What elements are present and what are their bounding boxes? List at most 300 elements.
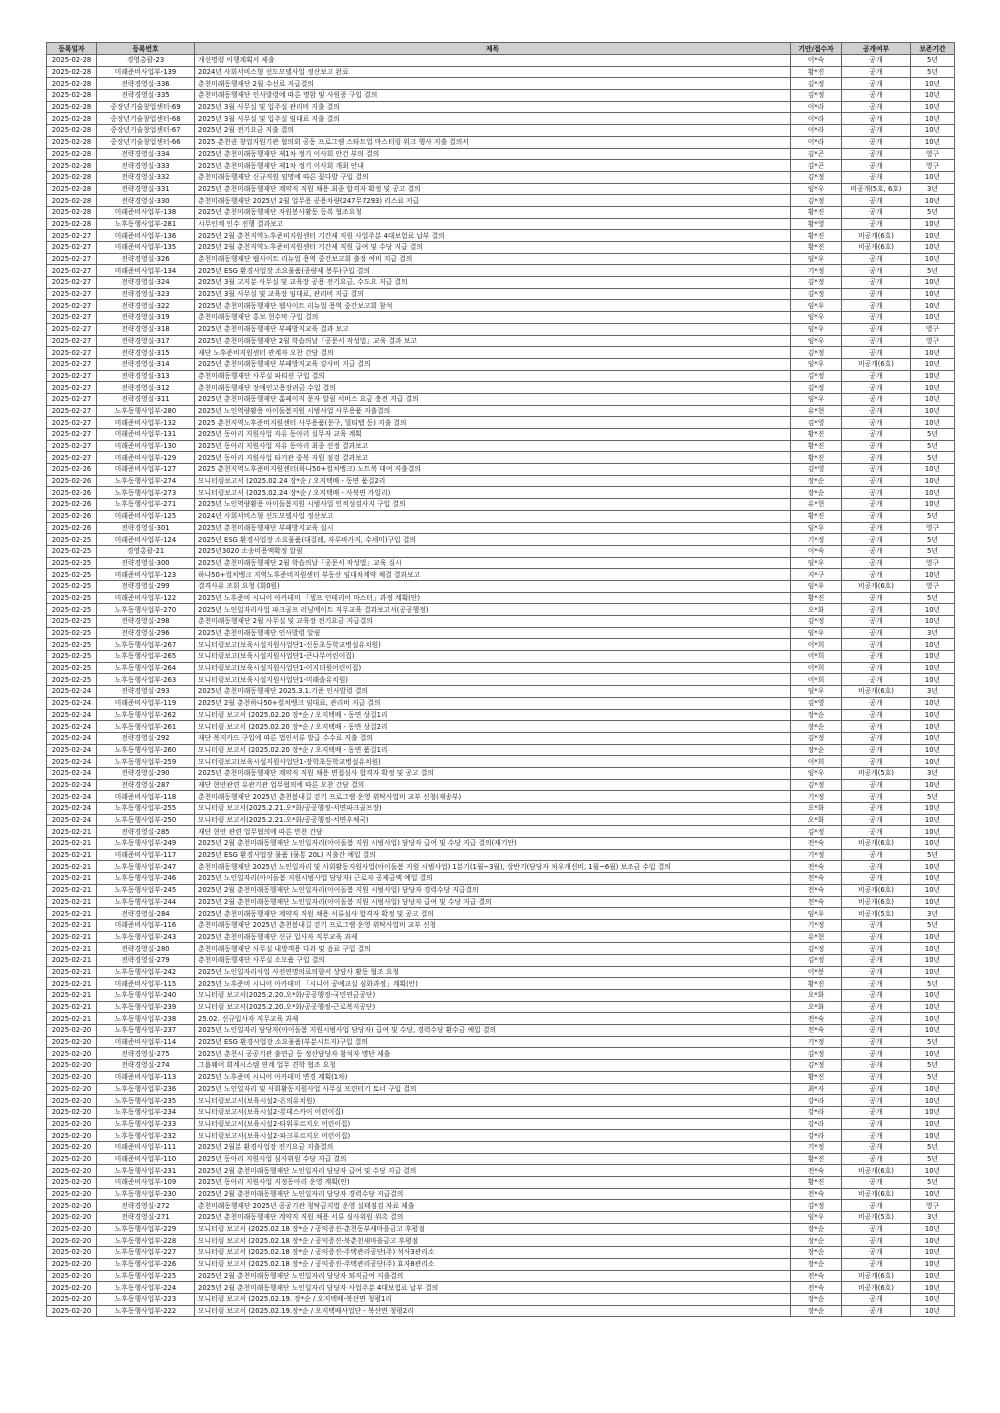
cell-drafter: 황*진 xyxy=(791,66,842,78)
cell-reg-number: 노후동행사업부-280 xyxy=(97,405,195,417)
cell-disclosure: 공개 xyxy=(842,1200,911,1212)
cell-reg-number: 미래준비사업부-131 xyxy=(97,429,195,441)
cell-reg-date: 2025-02-28 xyxy=(47,101,97,113)
cell-disclosure: 비공개(6호) xyxy=(842,1282,911,1294)
cell-drafter: 전*숙 xyxy=(791,873,842,885)
cell-title: 모니터링보고(보육시설지원사업단1-장학초등학교병설유치원) xyxy=(195,756,791,768)
cell-title: 2025년 3월 고지분 사무실 및 교육장 공용 전기요금, 수도요 지급 결의 xyxy=(195,277,791,289)
cell-disclosure: 공개 xyxy=(842,370,911,382)
cell-reg-number: 노후동행사업부-264 xyxy=(97,662,195,674)
cell-disclosure: 공개 xyxy=(842,1071,911,1083)
cell-drafter: 임*우 xyxy=(791,312,842,324)
cell-retention: 10년 xyxy=(911,569,955,581)
cell-retention: 10년 xyxy=(911,721,955,733)
cell-drafter: 오*화 xyxy=(791,990,842,1002)
cell-retention: 10년 xyxy=(911,136,955,148)
cell-title: 모니터링 보고서(2025.2.21.오*화/공공행정-서면파크골프장) xyxy=(195,803,791,815)
cell-reg-number: 전략경영실-315 xyxy=(97,347,195,359)
cell-title: 모니터링보고서 (2025.02.24 장*순 / 오지택배 - 사북면 가일리) xyxy=(195,487,791,499)
cell-retention: 5년 xyxy=(911,1036,955,1048)
cell-retention: 영구 xyxy=(911,323,955,335)
cell-disclosure: 공개 xyxy=(842,288,911,300)
cell-drafter: 오*화 xyxy=(791,604,842,616)
cell-retention: 10년 xyxy=(911,277,955,289)
cell-reg-date: 2025-02-27 xyxy=(47,347,97,359)
cell-reg-date: 2025-02-26 xyxy=(47,475,97,487)
cell-disclosure: 공개 xyxy=(842,464,911,476)
table-row xyxy=(47,1060,955,1072)
table-row xyxy=(47,1293,955,1305)
cell-reg-date: 2025-02-26 xyxy=(47,487,97,499)
table-row xyxy=(47,206,955,218)
cell-drafter: 장*순 xyxy=(791,475,842,487)
table-row xyxy=(47,1235,955,1247)
cell-reg-number: 전략경영실-314 xyxy=(97,358,195,370)
cell-reg-number: 경영총괄-23 xyxy=(97,55,195,67)
cell-drafter: 김*곤 xyxy=(791,160,842,172)
cell-retention: 5년 xyxy=(911,440,955,452)
cell-disclosure: 비공개(6호) xyxy=(842,242,911,254)
cell-drafter: 김*영 xyxy=(791,464,842,476)
cell-drafter: 김*정 xyxy=(791,78,842,90)
cell-drafter: 임*우 xyxy=(791,627,842,639)
cell-disclosure: 공개 xyxy=(842,312,911,324)
cell-disclosure: 공개 xyxy=(842,861,911,873)
cell-disclosure: 공개 xyxy=(842,382,911,394)
cell-drafter: 임*우 xyxy=(791,300,842,312)
cell-disclosure: 공개 xyxy=(842,265,911,277)
table-row xyxy=(47,1177,955,1189)
cell-reg-number: 노후동행사업부-238 xyxy=(97,1013,195,1025)
cell-title: 2025년 동아리 지원사업 자유 동아리 최종 선정 결과보고 xyxy=(195,440,791,452)
cell-disclosure: 비공개(5호, 6호) xyxy=(842,183,911,195)
table-row xyxy=(47,662,955,674)
cell-title: 춘천미래동행재단 신규직원 임명에 따른 꽃다발 구입 결의 xyxy=(195,171,791,183)
cell-disclosure: 공개 xyxy=(842,545,911,557)
cell-reg-number: 전략경영실-298 xyxy=(97,616,195,628)
cell-disclosure: 공개 xyxy=(842,697,911,709)
table-row xyxy=(47,522,955,534)
cell-reg-date: 2025-02-20 xyxy=(47,1083,97,1095)
cell-reg-date: 2025-02-21 xyxy=(47,919,97,931)
cell-retention: 5년 xyxy=(911,919,955,931)
cell-reg-date: 2025-02-21 xyxy=(47,896,97,908)
cell-drafter: 전*숙 xyxy=(791,1013,842,1025)
cell-retention: 10년 xyxy=(911,931,955,943)
cell-disclosure: 공개 xyxy=(842,125,911,137)
cell-retention: 10년 xyxy=(911,393,955,405)
cell-drafter: 임*우 xyxy=(791,686,842,698)
cell-drafter: 황*진 xyxy=(791,440,842,452)
cell-reg-date: 2025-02-20 xyxy=(47,1305,97,1317)
cell-retention: 10년 xyxy=(911,1130,955,1142)
cell-drafter: 이*희 xyxy=(791,756,842,768)
cell-reg-number: 미래준비사업부-129 xyxy=(97,452,195,464)
table-row xyxy=(47,580,955,592)
cell-title: 2025년 동아리 지원사업 심사위원 수당 지급 결의 xyxy=(195,1153,791,1165)
cell-drafter: 이*라 xyxy=(791,101,842,113)
cell-drafter: 김*정 xyxy=(791,370,842,382)
cell-title: 2025년 노후준비 시니어 아카데미 변경 계획(1차) xyxy=(195,1071,791,1083)
cell-reg-date: 2025-02-24 xyxy=(47,803,97,815)
table-row xyxy=(47,125,955,137)
cell-reg-number: 노후동행사업부-234 xyxy=(97,1106,195,1118)
cell-drafter: 김*영 xyxy=(791,697,842,709)
cell-drafter: 김*정 xyxy=(791,1048,842,1060)
cell-retention: 10년 xyxy=(911,230,955,242)
cell-retention: 3년 xyxy=(911,627,955,639)
cell-title: 모니터링보고서 (2025.02.24 장*순 / 오지택배 - 동면 품걸2리 xyxy=(195,475,791,487)
cell-retention: 10년 xyxy=(911,312,955,324)
cell-reg-date: 2025-02-21 xyxy=(47,849,97,861)
cell-drafter: 이*희 xyxy=(791,674,842,686)
cell-drafter: 유*현 xyxy=(791,931,842,943)
cell-drafter: 전*숙 xyxy=(791,838,842,850)
cell-disclosure: 공개 xyxy=(842,1247,911,1259)
cell-disclosure: 공개 xyxy=(842,1293,911,1305)
cell-drafter: 최*자 xyxy=(791,1083,842,1095)
cell-title: 모니터링 보고서 (2025.02.18 장*순 / 공익증진-주택관리공단(주) 석사3관리소 xyxy=(195,1247,791,1259)
cell-retention: 10년 xyxy=(911,1247,955,1259)
cell-reg-date: 2025-02-28 xyxy=(47,78,97,90)
cell-drafter: 황*진 xyxy=(791,510,842,522)
cell-title: 2025년 노인일자리(아이돌봄 지원시범사업 담당자) 근로자 공제금액 예입 결의 xyxy=(195,873,791,885)
cell-title: 2025년 춘천미래동행재단 제1차 정기 이사회 개최 안내 xyxy=(195,160,791,172)
table-row xyxy=(47,791,955,803)
cell-retention: 10년 xyxy=(911,1048,955,1060)
cell-disclosure: 공개 xyxy=(842,1141,911,1153)
cell-reg-number: 미래준비사업부-138 xyxy=(97,206,195,218)
cell-reg-number: 전략경영실-330 xyxy=(97,195,195,207)
cell-disclosure: 공개 xyxy=(842,616,911,628)
cell-reg-date: 2025-02-21 xyxy=(47,990,97,1002)
cell-disclosure: 공개 xyxy=(842,475,911,487)
table-row xyxy=(47,1258,955,1270)
cell-retention: 3년 xyxy=(911,767,955,779)
cell-drafter: 강*라 xyxy=(791,1095,842,1107)
cell-drafter: 오*화 xyxy=(791,814,842,826)
cell-reg-date: 2025-02-21 xyxy=(47,826,97,838)
cell-disclosure: 공개 xyxy=(842,136,911,148)
cell-disclosure: 공개 xyxy=(842,814,911,826)
cell-title: 2025년 동아리 지원사업 자유 동아리 실무자 교육 계획 xyxy=(195,429,791,441)
cell-retention: 10년 xyxy=(911,288,955,300)
cell-disclosure: 공개 xyxy=(842,557,911,569)
cell-reg-date: 2025-02-27 xyxy=(47,265,97,277)
cell-drafter: 임*우 xyxy=(791,767,842,779)
cell-reg-number: 노후동행사업부-262 xyxy=(97,709,195,721)
cell-title: 춘천미래동행재단 사무실 파티션 구입 결의 xyxy=(195,370,791,382)
cell-drafter: 전*숙 xyxy=(791,1188,842,1200)
cell-reg-date: 2025-02-25 xyxy=(47,627,97,639)
table-row xyxy=(47,1305,955,1317)
cell-disclosure: 공개 xyxy=(842,417,911,429)
cell-title: 모니터링 보고서(2025.2.21.오*화/공공행정-서면우체국) xyxy=(195,814,791,826)
cell-reg-number: 노후동행사업부-225 xyxy=(97,1270,195,1282)
table-row xyxy=(47,990,955,1002)
cell-drafter: 황*진 xyxy=(791,978,842,990)
cell-drafter: 임*우 xyxy=(791,253,842,265)
table-row xyxy=(47,265,955,277)
cell-title: 2025년 2월 춘천미래동행재단 노인일자리(아이돌봄 지원 시범사업) 담당자 급여 및 수당 지급 결의 xyxy=(195,896,791,908)
cell-disclosure: 공개 xyxy=(842,55,911,67)
table-row xyxy=(47,242,955,254)
cell-reg-date: 2025-02-24 xyxy=(47,744,97,756)
cell-title: 2025년 2월 춘천미래동행재단 노인일자리 담당자 사업주분 4대보험료 납부 결의 xyxy=(195,1282,791,1294)
cell-retention: 10년 xyxy=(911,370,955,382)
cell-reg-date: 2025-02-21 xyxy=(47,943,97,955)
cell-disclosure: 공개 xyxy=(842,78,911,90)
cell-reg-number: 노후동행사업부-230 xyxy=(97,1188,195,1200)
table-row xyxy=(47,440,955,452)
cell-drafter: 장*순 xyxy=(791,1305,842,1317)
cell-drafter: 김*곤 xyxy=(791,148,842,160)
cell-drafter: 임*우 xyxy=(791,908,842,920)
cell-reg-number: 노후동행사업부-250 xyxy=(97,814,195,826)
cell-reg-number: 노후동행사업부-228 xyxy=(97,1235,195,1247)
table-row xyxy=(47,674,955,686)
cell-reg-date: 2025-02-25 xyxy=(47,545,97,557)
cell-disclosure: 비공개(6호) xyxy=(842,580,911,592)
cell-reg-number: 전략경영실-324 xyxy=(97,277,195,289)
cell-retention: 10년 xyxy=(911,78,955,90)
cell-reg-number: 미래준비사업부-109 xyxy=(97,1177,195,1189)
cell-reg-date: 2025-02-27 xyxy=(47,288,97,300)
cell-reg-number: 노후동행사업부-249 xyxy=(97,838,195,850)
cell-reg-date: 2025-02-24 xyxy=(47,709,97,721)
cell-title: 2025년 노인일자리사업 파크골프 러닝메이트 직무교육 결과보고서(공공행정) xyxy=(195,604,791,616)
cell-title: 춘천미래동행재단 2025년 2월 업무용 공용차량(247무7293) 리스료 지급 xyxy=(195,195,791,207)
cell-drafter: 기*정 xyxy=(791,1036,842,1048)
cell-reg-date: 2025-02-25 xyxy=(47,616,97,628)
cell-reg-number: 노후동행사업부-242 xyxy=(97,966,195,978)
cell-title: 2025년 2월 춘천미래동행재단 노인일자리(아이돌봄 지원 시범사업) 담당자 급여 및 수당 지급 결의(재기안) xyxy=(195,838,791,850)
cell-drafter: 황*진 xyxy=(791,592,842,604)
cell-retention: 10년 xyxy=(911,803,955,815)
cell-reg-number: 노후동행사업부-229 xyxy=(97,1223,195,1235)
cell-disclosure: 공개 xyxy=(842,1095,911,1107)
cell-reg-number: 전략경영실-292 xyxy=(97,732,195,744)
cell-disclosure: 공개 xyxy=(842,522,911,534)
cell-disclosure: 공개 xyxy=(842,499,911,511)
table-row xyxy=(47,405,955,417)
header-title: 제목 xyxy=(195,43,791,55)
cell-retention: 10년 xyxy=(911,604,955,616)
header-reg-date: 등록일자 xyxy=(47,43,97,55)
table-row xyxy=(47,557,955,569)
cell-title: 2025년 노인역량활용 아이돌봄지원 시범사업 인적성검사지 구입 결의 xyxy=(195,499,791,511)
cell-disclosure: 공개 xyxy=(842,639,911,651)
cell-disclosure: 공개 xyxy=(842,393,911,405)
cell-drafter: 김*정 xyxy=(791,195,842,207)
cell-title: 춘천미래동행재단 2025년 춘천봄내길 걷기 프로그램 운영 위탁사업비 교부 신청 xyxy=(195,919,791,931)
cell-drafter: 이*숙 xyxy=(791,55,842,67)
cell-disclosure: 공개 xyxy=(842,1025,911,1037)
cell-retention: 10년 xyxy=(911,417,955,429)
cell-title: 모니터링 보고서(2025.2.20.오*화/공공행정-국민연금공단) xyxy=(195,990,791,1002)
cell-title: 재단 복지카드 구입에 따른 법인서류 발급 수수료 지출 결의 xyxy=(195,732,791,744)
cell-title: 2025년 2월 춘천미래동행재단 노인일자리 담당자 퇴직금여 지출결의 xyxy=(195,1270,791,1282)
table-row xyxy=(47,756,955,768)
cell-disclosure: 공개 xyxy=(842,826,911,838)
cell-reg-number: 전략경영실-313 xyxy=(97,370,195,382)
cell-retention: 3년 xyxy=(911,686,955,698)
cell-drafter: 전*숙 xyxy=(791,1025,842,1037)
cell-disclosure: 공개 xyxy=(842,1083,911,1095)
cell-title: 재단 현안관련 유관기관 업무협의에 따른 오찬 간담 결의 xyxy=(195,779,791,791)
cell-drafter: 기*정 xyxy=(791,1141,842,1153)
cell-retention: 10년 xyxy=(911,697,955,709)
table-row xyxy=(47,1282,955,1294)
cell-disclosure: 공개 xyxy=(842,1013,911,1025)
cell-title: 춘천미래동행재단 인사발령에 따른 명함 및 사원증 구입 결의 xyxy=(195,90,791,102)
cell-reg-date: 2025-02-24 xyxy=(47,756,97,768)
table-row xyxy=(47,1165,955,1177)
cell-drafter: 장*순 xyxy=(791,709,842,721)
cell-retention: 영구 xyxy=(911,148,955,160)
cell-title: 2025년 2월 춘천지역노후준비지원센터 기간제 직원 급여 및 수당 지급 결의 xyxy=(195,242,791,254)
cell-title: 모니터링보고서(보육시설2-파크푸르지오 어린이집) xyxy=(195,1130,791,1142)
cell-reg-number: 중장년기술창업센터-67 xyxy=(97,125,195,137)
cell-retention: 영구 xyxy=(911,522,955,534)
cell-disclosure: 공개 xyxy=(842,919,911,931)
cell-reg-date: 2025-02-27 xyxy=(47,358,97,370)
cell-reg-date: 2025-02-27 xyxy=(47,277,97,289)
cell-reg-date: 2025-02-20 xyxy=(47,1141,97,1153)
cell-reg-date: 2025-02-25 xyxy=(47,569,97,581)
cell-retention: 10년 xyxy=(911,709,955,721)
cell-title: 모니터링 보고서 (2025.02.20 장*순 / 오지택배 - 동면 상걸2리 xyxy=(195,721,791,733)
cell-disclosure: 공개 xyxy=(842,66,911,78)
cell-reg-number: 전략경영실-285 xyxy=(97,826,195,838)
cell-disclosure: 공개 xyxy=(842,1036,911,1048)
cell-retention: 영구 xyxy=(911,335,955,347)
cell-retention: 10년 xyxy=(911,732,955,744)
table-row xyxy=(47,604,955,616)
table-row xyxy=(47,1247,955,1259)
cell-retention: 5년 xyxy=(911,849,955,861)
cell-drafter: 강*라 xyxy=(791,1106,842,1118)
cell-disclosure: 비공개(6호) xyxy=(842,1270,911,1282)
cell-reg-number: 노후동행사업부-246 xyxy=(97,873,195,885)
cell-reg-date: 2025-02-24 xyxy=(47,791,97,803)
cell-title: 하나50+컬처뱅크 지역노후준비지원센터 부동산 임대차계약 체결 결과보고 xyxy=(195,569,791,581)
header-drafter: 기안/접수자 xyxy=(791,43,842,55)
cell-retention: 5년 xyxy=(911,66,955,78)
cell-disclosure: 공개 xyxy=(842,756,911,768)
cell-reg-date: 2025-02-27 xyxy=(47,335,97,347)
cell-drafter: 황*진 xyxy=(791,230,842,242)
cell-reg-date: 2025-02-25 xyxy=(47,580,97,592)
cell-reg-date: 2025-02-24 xyxy=(47,721,97,733)
table-row xyxy=(47,709,955,721)
cell-reg-number: 전략경영실-326 xyxy=(97,253,195,265)
cell-title: 2025년 춘천미래동행재단 제1차 정기 이사회 안건 부의 결의 xyxy=(195,148,791,160)
cell-retention: 10년 xyxy=(911,1270,955,1282)
cell-reg-date: 2025-02-27 xyxy=(47,382,97,394)
cell-drafter: 기*정 xyxy=(791,791,842,803)
cell-title: 2025년 2월 춘천지역노후준비지원센터 기간제 직원 사업주분 4대보험료 납부 결의 xyxy=(195,230,791,242)
cell-disclosure: 공개 xyxy=(842,732,911,744)
cell-reg-date: 2025-02-27 xyxy=(47,253,97,265)
cell-reg-number: 노후동행사업부-281 xyxy=(97,218,195,230)
cell-disclosure: 비공개(6호) xyxy=(842,838,911,850)
cell-drafter: 임*우 xyxy=(791,522,842,534)
cell-disclosure: 공개 xyxy=(842,253,911,265)
cell-reg-date: 2025-02-20 xyxy=(47,1200,97,1212)
cell-drafter: 장*순 xyxy=(791,487,842,499)
cell-retention: 5년 xyxy=(911,206,955,218)
cell-retention: 10년 xyxy=(911,90,955,102)
cell-disclosure: 공개 xyxy=(842,1305,911,1317)
cell-drafter: 이*희 xyxy=(791,639,842,651)
cell-reg-date: 2025-02-21 xyxy=(47,838,97,850)
cell-disclosure: 공개 xyxy=(842,277,911,289)
table-row xyxy=(47,1025,955,1037)
cell-drafter: 유*현 xyxy=(791,499,842,511)
cell-reg-date: 2025-02-21 xyxy=(47,873,97,885)
cell-disclosure: 공개 xyxy=(842,335,911,347)
cell-title: 모니터링 보고서(2025.2.20.오*화/공공행정-근로복지공단) xyxy=(195,1001,791,1013)
cell-title: 모니터링 보고서 (2025.02.18 장*순 / 공익증진-주택관리공단(주) 효자8관리소 xyxy=(195,1258,791,1270)
cell-drafter: 임*우 xyxy=(791,580,842,592)
cell-reg-number: 전략경영실-336 xyxy=(97,78,195,90)
cell-drafter: 이*라 xyxy=(791,113,842,125)
cell-reg-number: 전략경영실-300 xyxy=(97,557,195,569)
cell-drafter: 김*정 xyxy=(791,277,842,289)
cell-retention: 5년 xyxy=(911,55,955,67)
cell-title: 모니터링보고(보육시설지원사업단1-신동초등학교병설유치원) xyxy=(195,639,791,651)
cell-reg-number: 미래준비사업부-118 xyxy=(97,791,195,803)
table-row xyxy=(47,171,955,183)
cell-drafter: 김*정 xyxy=(791,1200,842,1212)
cell-drafter: 임*우 xyxy=(791,557,842,569)
cell-retention: 5년 xyxy=(911,510,955,522)
cell-title: 2025년 ESG 환경사업장 소요물품(종량제 봉투)구입 결의 xyxy=(195,265,791,277)
cell-title: 춘천미래동행재단 2월 사무실 및 교육장 전기요금 지급결의 xyxy=(195,616,791,628)
table-row xyxy=(47,452,955,464)
cell-disclosure: 공개 xyxy=(842,651,911,663)
cell-reg-date: 2025-02-20 xyxy=(47,1130,97,1142)
cell-title: 모니터링보고서(보육시설2-타워푸르지오 어린이집) xyxy=(195,1118,791,1130)
table-row xyxy=(47,1048,955,1060)
cell-disclosure: 공개 xyxy=(842,744,911,756)
cell-disclosure: 공개 xyxy=(842,1118,911,1130)
cell-drafter: 김*정 xyxy=(791,90,842,102)
cell-retention: 10년 xyxy=(911,253,955,265)
cell-retention: 10년 xyxy=(911,838,955,850)
cell-reg-number: 노후동행사업부-240 xyxy=(97,990,195,1002)
header-retention: 보존기간 xyxy=(911,43,955,55)
cell-drafter: 임*우 xyxy=(791,335,842,347)
cell-title: 개선명령 이행계획서 제출 xyxy=(195,55,791,67)
cell-reg-date: 2025-02-28 xyxy=(47,55,97,67)
cell-retention: 10년 xyxy=(911,1258,955,1270)
table-row xyxy=(47,838,955,850)
cell-reg-number: 노후동행사업부-245 xyxy=(97,884,195,896)
cell-reg-number: 전략경영실-333 xyxy=(97,160,195,172)
cell-reg-number: 중장년기술창업센터-66 xyxy=(97,136,195,148)
cell-reg-date: 2025-02-27 xyxy=(47,230,97,242)
cell-retention: 5년 xyxy=(911,545,955,557)
cell-retention: 10년 xyxy=(911,1282,955,1294)
cell-title: 2025년 노후준비 시니어 아카데미 「시니어 공예교실 심화과정」계획(안) xyxy=(195,978,791,990)
cell-title: 모니터링보고(보육시설지원사업단1-미래솔유치원) xyxy=(195,674,791,686)
cell-reg-date: 2025-02-28 xyxy=(47,148,97,160)
table-row xyxy=(47,627,955,639)
cell-title: 2025년 춘천미래동행재단 계약직 직원 채용 면접심사 합격자 확정 및 공고 결의 xyxy=(195,767,791,779)
cell-disclosure: 공개 xyxy=(842,791,911,803)
